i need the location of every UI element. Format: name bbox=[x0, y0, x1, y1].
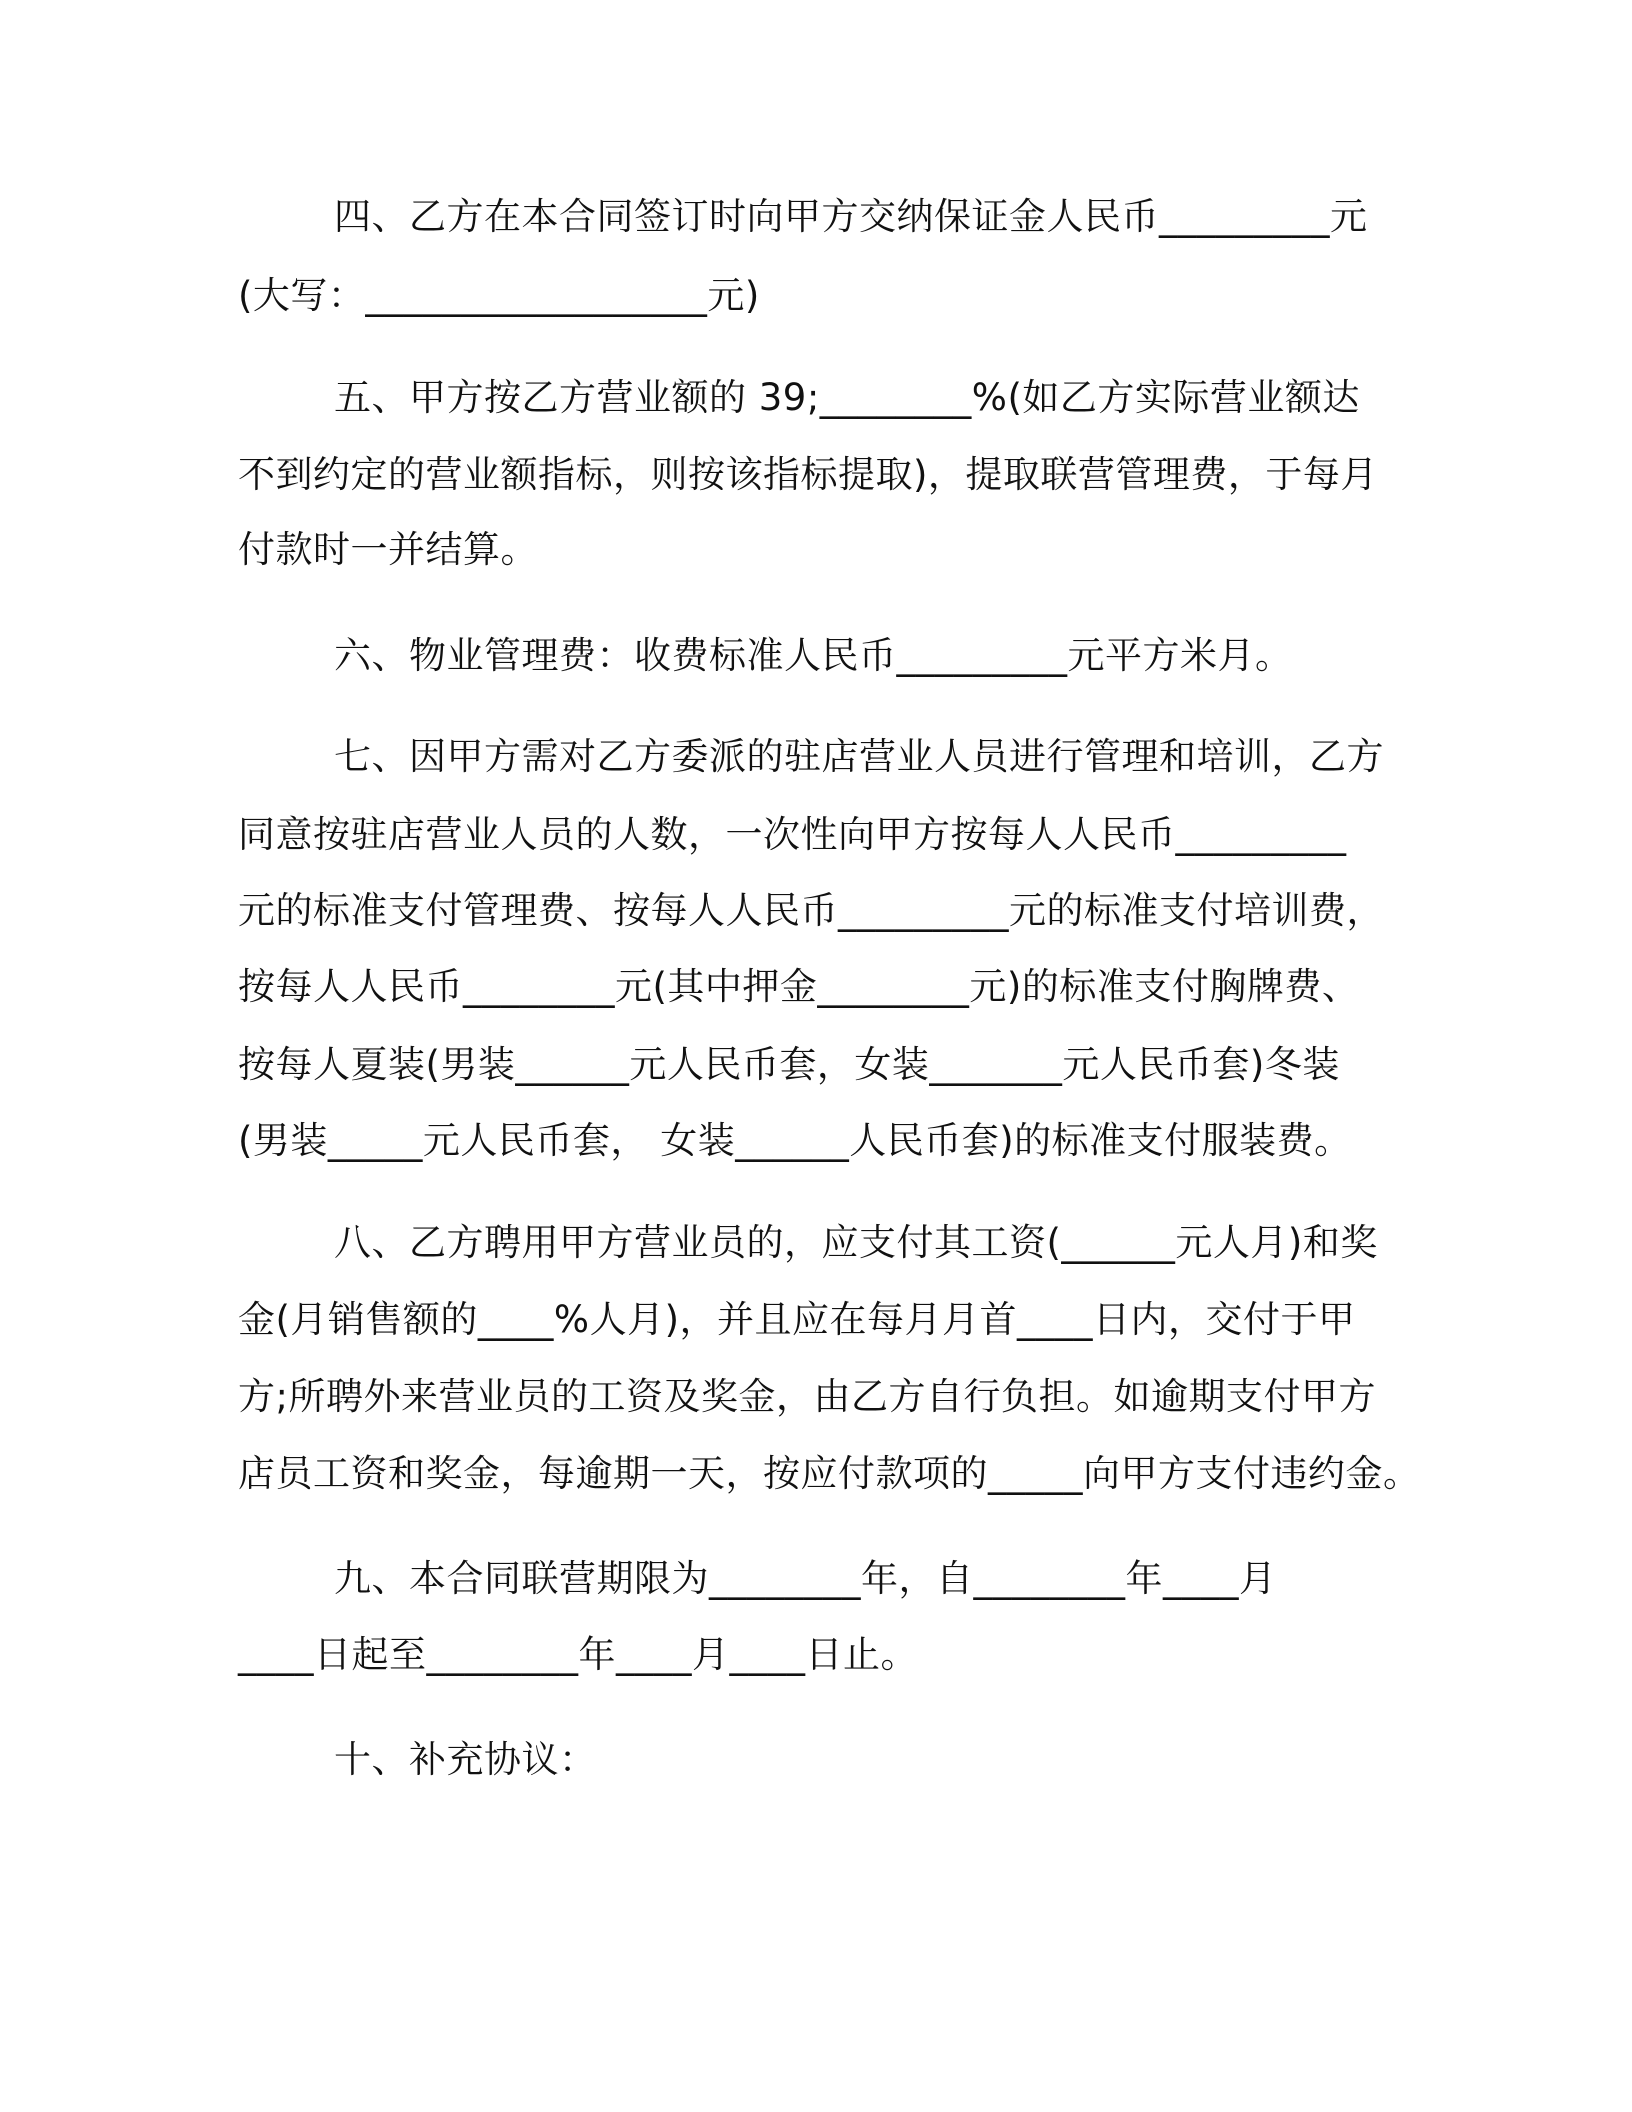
clause-9-line-1: 九、本合同联营期限为________年，自________年____月 bbox=[334, 1557, 1277, 1600]
clause-7-line-4: 按每人人民币________元(其中押金________元)的标准支付胸牌费、 bbox=[238, 965, 1360, 1008]
clause-5-line-2: 不到约定的营业额指标，则按该指标提取)，提取联营管理费，于每月 bbox=[238, 453, 1378, 496]
clause-6-line-1: 六、物业管理费：收费标准人民币_________元平方米月。 bbox=[334, 634, 1293, 677]
clause-8-line-2: 金(月销售额的____%人月)，并且应在每月月首____日内，交付于甲 bbox=[238, 1298, 1356, 1341]
clause-5-line-1: 五、甲方按乙方营业额的 39;________%(如乙方实际营业额达 bbox=[334, 376, 1360, 419]
clause-9-line-2: ____日起至________年____月____日止。 bbox=[238, 1633, 918, 1676]
clause-8-line-3: 方;所聘外来营业员的工资及奖金，由乙方自行负担。如逾期支付甲方 bbox=[238, 1375, 1376, 1418]
clause-7-line-3: 元的标准支付管理费、按每人人民币_________元的标准支付培训费， bbox=[238, 889, 1384, 932]
clause-7-line-6: (男装_____元人民币套， 女装______人民币套)的标准支付服装费。 bbox=[238, 1119, 1352, 1162]
clause-4-line-2: (大写：__________________元) bbox=[238, 274, 760, 317]
clause-7-line-5: 按每人夏装(男装______元人民币套，女装_______元人民币套)冬装 bbox=[238, 1043, 1340, 1086]
clause-7-line-1: 七、因甲方需对乙方委派的驻店营业人员进行管理和培训，乙方 bbox=[334, 735, 1384, 778]
clause-4-line-1: 四、乙方在本合同签订时向甲方交纳保证金人民币_________元 bbox=[334, 195, 1368, 238]
clause-7-line-2: 同意按驻店营业人员的人数，一次性向甲方按每人人民币_________ bbox=[238, 813, 1347, 856]
clause-8-line-4: 店员工资和奖金，每逾期一天，按应付款项的_____向甲方支付违约金。 bbox=[238, 1452, 1421, 1495]
clause-8-line-1: 八、乙方聘用甲方营业员的，应支付其工资(______元人月)和奖 bbox=[334, 1221, 1378, 1264]
clause-5-line-3: 付款时一并结算。 bbox=[238, 528, 538, 571]
clause-10-line-1: 十、补充协议： bbox=[334, 1738, 597, 1781]
